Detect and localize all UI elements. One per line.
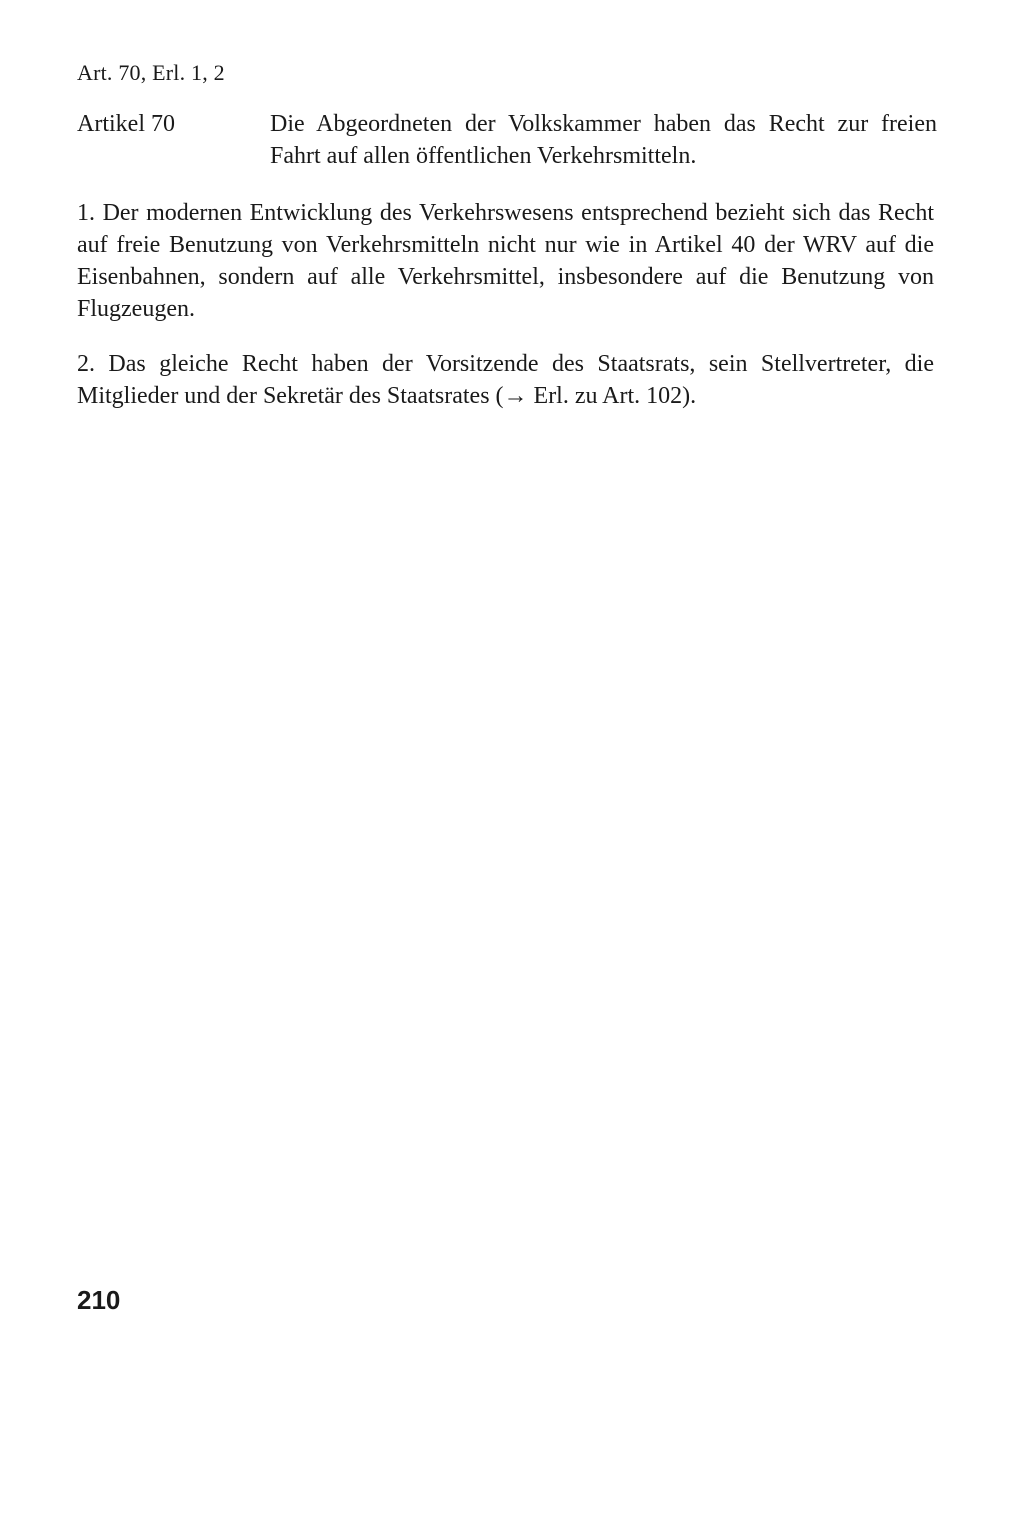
explanatory-note-1: 1. Der modernen Entwicklung des Verkehrswesens entsprechend bezieht sich das Recht auf freie Benutzung von Verkehrsmitteln nicht nur wie in Artikel 40 der WRV auf die Eisenbahnen, sondern auf alle Verkehrsmittel, insbesondere auf die Benutzung von Flugzeugen. (77, 200, 934, 322)
article-label: Artikel 70 (77, 111, 175, 137)
article-block (77, 108, 937, 172)
explanatory-note-2: 2. Das gleiche Recht haben der Vorsitzende des Staatsrats, sein Stellvertreter, die Mitglieder und der Sekretär des Staatsrates (→ Erl. zu Art. 102). (77, 351, 934, 409)
page-number: 210 (77, 1285, 121, 1315)
article-text: Die Abgeordneten der Volkskammer haben das Recht zur freien Fahrt auf allen öffentlichen Verkehrsmitteln. (270, 111, 937, 169)
running-head: Art. 70, Erl. 1, 2 (77, 60, 225, 85)
